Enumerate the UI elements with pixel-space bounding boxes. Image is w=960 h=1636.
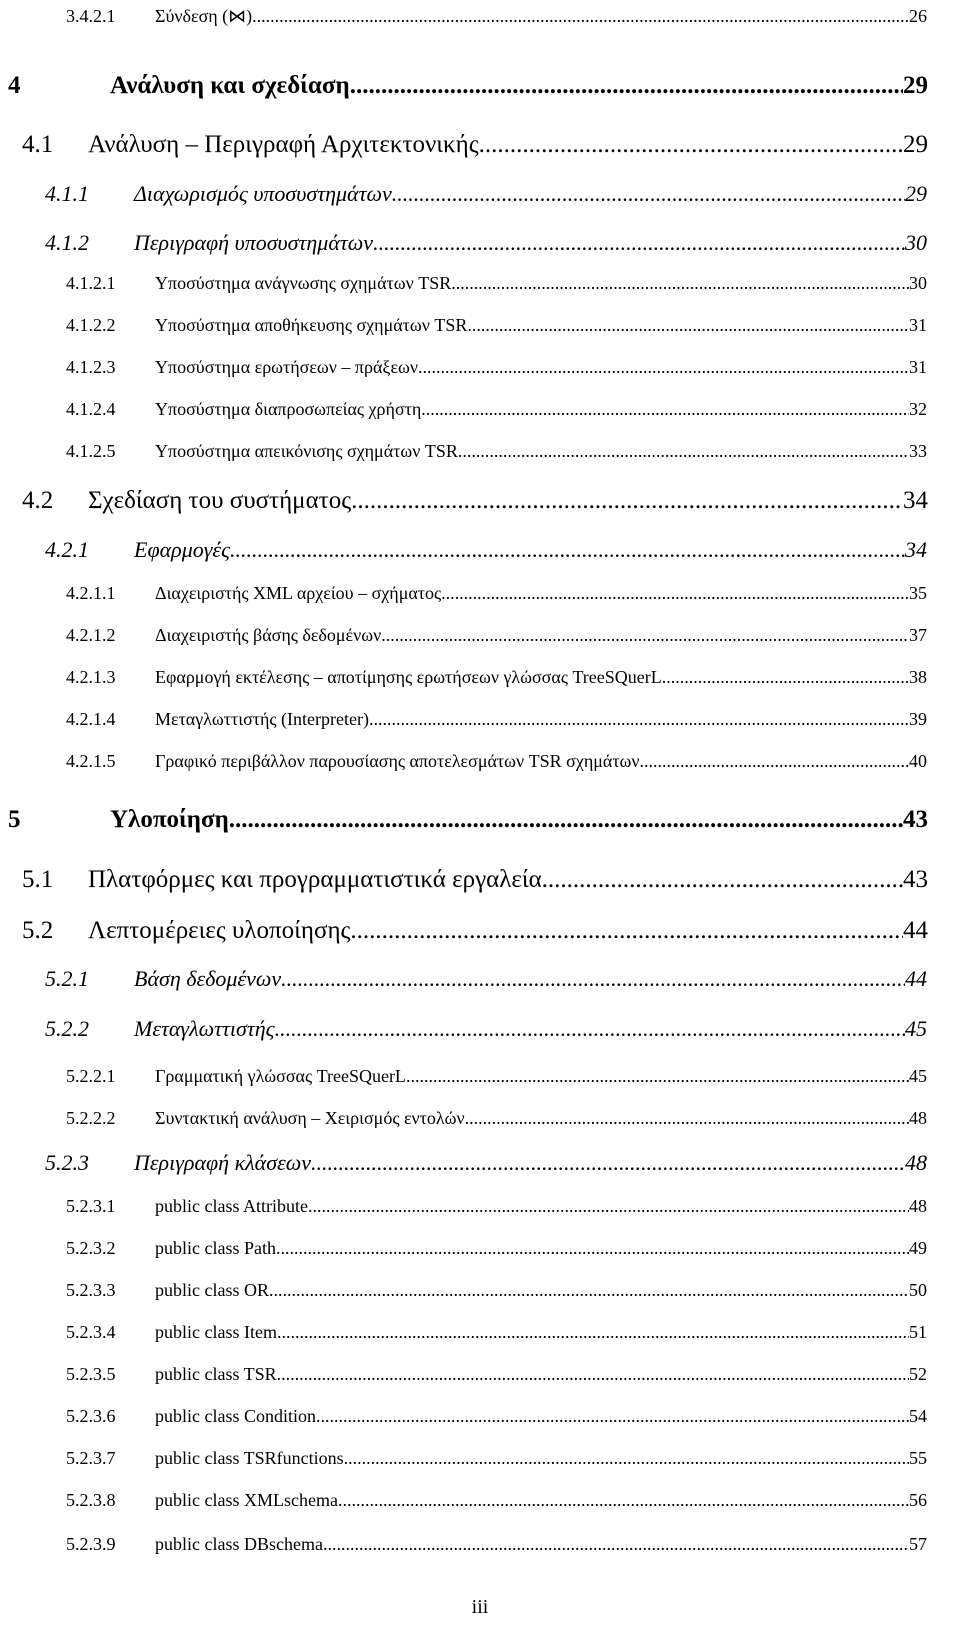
- toc-entry-title: Διαχωρισμός υποσυστημάτων: [134, 181, 392, 206]
- toc-entry-title: Υποσύστημα ερωτήσεων – πράξεων: [155, 357, 418, 377]
- toc-entry-number: 5.2.3.3: [66, 1280, 116, 1300]
- toc-entry-number: 4.1.2.2: [66, 315, 116, 335]
- dot-leader: [308, 1196, 909, 1217]
- dot-leader: [662, 667, 909, 688]
- dot-leader: [418, 357, 909, 378]
- toc-entry[interactable]: [0, 1364, 960, 1385]
- toc-entry-page: 29: [903, 131, 928, 158]
- toc-entry-page: 34: [905, 537, 927, 562]
- toc-entry-number: 4.2: [22, 487, 54, 514]
- toc-entry-page: 32: [909, 399, 927, 419]
- toc-entry-title: public class Condition: [155, 1406, 316, 1426]
- dot-leader: [269, 1280, 909, 1301]
- toc-entry-page: 44: [905, 966, 927, 991]
- toc-entry-title: Περιγραφή κλάσεων: [134, 1150, 312, 1175]
- dot-leader: [542, 866, 903, 894]
- toc-entry-page: 45: [905, 1016, 927, 1041]
- dot-leader: [350, 72, 903, 100]
- toc-entry-page: 43: [903, 866, 928, 893]
- toc-entry-number: 5: [8, 806, 21, 833]
- dot-leader: [230, 537, 905, 563]
- toc-entry-page: 29: [903, 72, 928, 99]
- toc-entry-title: Υποσύστημα διαπροσωπείας χρήστη: [155, 399, 422, 419]
- toc-entry[interactable]: [0, 1490, 960, 1511]
- toc-entry[interactable]: [0, 1108, 960, 1129]
- toc-entry[interactable]: [0, 6, 960, 27]
- toc-entry-number: 5.2.2: [45, 1016, 89, 1041]
- dot-leader: [392, 181, 905, 207]
- toc-entry[interactable]: [0, 1280, 960, 1301]
- toc-entry-number: 5.2.3.4: [66, 1322, 116, 1342]
- toc-entry-number: 4.1.2.3: [66, 357, 116, 377]
- toc-entry[interactable]: [0, 1322, 960, 1343]
- toc-entry-number: 5.2.3: [45, 1150, 89, 1175]
- toc-entry-title: Διαχειριστής XML αρχείου – σχήματος: [155, 583, 442, 603]
- toc-entry-page: 56: [909, 1490, 927, 1510]
- dot-leader: [229, 806, 903, 834]
- dot-leader: [316, 1406, 909, 1427]
- toc-entry-page: 45: [909, 1066, 927, 1086]
- dot-leader: [406, 1066, 909, 1087]
- toc-entry-title: Διαχειριστής βάσης δεδομένων: [155, 625, 382, 645]
- toc-entry-page: 30: [909, 273, 927, 293]
- toc-entry[interactable]: [0, 751, 960, 772]
- dot-leader: [458, 441, 909, 462]
- toc-entry-number: 5.2.3.2: [66, 1238, 116, 1258]
- toc-entry-number: 4.2.1.4: [66, 709, 116, 729]
- dot-leader: [311, 1150, 905, 1176]
- toc-entry-title: public class TSR: [155, 1364, 277, 1384]
- toc-entry[interactable]: [0, 625, 960, 646]
- toc-entry[interactable]: [0, 1196, 960, 1217]
- toc-entry[interactable]: [0, 667, 960, 688]
- toc-entry-title: public class Attribute: [155, 1196, 308, 1216]
- toc-entry-page: 33: [909, 441, 927, 461]
- toc-entry-title: Συντακτική ανάλυση – Χειρισμός εντολών: [155, 1108, 465, 1128]
- dot-leader: [351, 487, 903, 515]
- toc-entry-page: 48: [909, 1196, 927, 1216]
- dot-leader: [344, 1448, 909, 1469]
- toc-entry-number: 4.2.1: [45, 537, 89, 562]
- toc-entry-number: 4: [8, 72, 21, 99]
- toc-entry-title: Βάση δεδομένων: [134, 966, 282, 991]
- toc-entry[interactable]: [0, 709, 960, 730]
- toc-entry-page: 50: [909, 1280, 927, 1300]
- toc-entry[interactable]: [0, 72, 960, 100]
- toc-entry-page: 51: [909, 1322, 927, 1342]
- toc-entry-title: Μεταγλωττιστής: [134, 1016, 275, 1041]
- dot-leader: [479, 131, 903, 159]
- toc-entry-page: 31: [909, 315, 927, 335]
- dot-leader: [252, 6, 909, 27]
- toc-entry-number: 4.2.1.5: [66, 751, 116, 771]
- toc-entry-page: 29: [905, 181, 927, 206]
- toc-entry[interactable]: [0, 806, 960, 834]
- toc-entry-page: 48: [905, 1150, 927, 1175]
- toc-entry-title: Μεταγλωττιστής (Interpreter): [155, 709, 369, 729]
- toc-entry-title: Σχεδίαση του συστήματος: [88, 487, 352, 514]
- toc-entry-number: 4.1.1: [45, 181, 89, 206]
- toc-entry-page: 48: [909, 1108, 927, 1128]
- toc-entry[interactable]: [0, 230, 960, 256]
- toc-entry[interactable]: [0, 1448, 960, 1469]
- toc-entry[interactable]: [0, 131, 960, 159]
- dot-leader: [277, 1364, 909, 1385]
- dot-leader: [323, 1534, 909, 1555]
- toc-entry-title: Πλατφόρμες και προγραμματιστικά εργαλεία: [88, 866, 542, 893]
- toc-entry[interactable]: [0, 1016, 960, 1042]
- toc-entry-page: 54: [909, 1406, 927, 1426]
- dot-leader: [275, 1016, 905, 1042]
- toc-entry-page: 49: [909, 1238, 927, 1258]
- dot-leader: [640, 751, 909, 772]
- toc-entry[interactable]: [0, 1066, 960, 1087]
- toc-entry-number: 5.2.2.2: [66, 1108, 116, 1128]
- toc-entry-number: 5.2.3.1: [66, 1196, 116, 1216]
- toc-entry-number: 5.2.2.1: [66, 1066, 116, 1086]
- toc-entry-title: Εφαρμογή εκτέλεσης – αποτίμησης ερωτήσεων γλώσσας TreeSQuerL: [155, 667, 662, 687]
- toc-entry-title: Υποσύστημα ανάγνωσης σχημάτων TSR: [155, 273, 452, 293]
- dot-leader: [465, 1108, 909, 1129]
- toc-entry-number: 5.2.3.8: [66, 1490, 116, 1510]
- toc-entry[interactable]: [0, 357, 960, 378]
- page-number-footer: iii: [471, 1596, 489, 1618]
- toc-entry[interactable]: [0, 1406, 960, 1427]
- toc-entry-title: Λεπτομέρειες υλοποίησης: [88, 917, 351, 944]
- dot-leader: [338, 1490, 909, 1511]
- toc-entry-page: 40: [909, 751, 927, 771]
- toc-entry-title: public class Path: [155, 1238, 276, 1258]
- toc-entry-number: 5.2.3.5: [66, 1364, 116, 1384]
- toc-entry[interactable]: [0, 441, 960, 462]
- toc-entry-page: 31: [909, 357, 927, 377]
- toc-entry-number: 5.2.3.6: [66, 1406, 116, 1426]
- toc-entry-number: 5.2: [22, 917, 54, 944]
- toc-entry-title: public class OR: [155, 1280, 269, 1300]
- dot-leader: [350, 917, 903, 945]
- toc-entry-title: Υλοποίηση: [110, 806, 229, 833]
- toc-entry-page: 26: [909, 6, 927, 26]
- toc-entry-title: public class Item: [155, 1322, 277, 1342]
- toc-entry-title: Περιγραφή υποσυστημάτων: [134, 230, 374, 255]
- toc-entry-title: public class TSRfunctions: [155, 1448, 344, 1468]
- dot-leader: [421, 399, 909, 420]
- toc-entry-title: Υποσύστημα αποθήκευσης σχημάτων TSR: [155, 315, 468, 335]
- toc-entry-title: Σύνδεση (⋈): [155, 6, 253, 26]
- dot-leader: [277, 1322, 909, 1343]
- toc-entry-number: 4.2.1.2: [66, 625, 116, 645]
- dot-leader: [451, 273, 909, 294]
- toc-entry[interactable]: [0, 917, 960, 945]
- dot-leader: [467, 315, 909, 336]
- toc-entry-number: 3.4.2.1: [66, 6, 116, 26]
- toc-entry-page: 52: [909, 1364, 927, 1384]
- toc-entry-number: 5.1: [22, 866, 54, 893]
- toc-entry-title: Υποσύστημα απεικόνισης σχημάτων TSR: [155, 441, 458, 461]
- dot-leader: [276, 1238, 909, 1259]
- toc-entry-number: 4.1.2.1: [66, 273, 116, 293]
- toc-entry-number: 4.1.2.5: [66, 441, 116, 461]
- toc-entry-page: 37: [909, 625, 927, 645]
- toc-entry-number: 5.2.3.7: [66, 1448, 116, 1468]
- toc-entry[interactable]: [0, 1238, 960, 1259]
- toc-entry[interactable]: [0, 315, 960, 336]
- toc-entry-number: 4.1.2.4: [66, 399, 116, 419]
- toc-entry-title: Γραμματική γλώσσας TreeSQuerL: [155, 1066, 406, 1086]
- toc-entry[interactable]: [0, 966, 960, 992]
- toc-entry[interactable]: [0, 537, 960, 563]
- toc-entry[interactable]: [0, 583, 960, 604]
- toc-entry[interactable]: [0, 487, 960, 515]
- dot-leader: [373, 230, 905, 256]
- dot-leader: [441, 583, 909, 604]
- toc-entry[interactable]: [0, 399, 960, 420]
- toc-entry-number: 4.1.2: [45, 230, 89, 255]
- toc-entry-number: 5.2.3.9: [66, 1534, 116, 1554]
- toc-entry-title: Ανάλυση και σχεδίαση: [110, 72, 350, 99]
- toc-entry-title: Ανάλυση – Περιγραφή Αρχιτεκτονικής: [88, 131, 479, 158]
- dot-leader: [281, 966, 905, 992]
- toc-entry-page: 34: [903, 487, 928, 514]
- toc-entry[interactable]: [0, 866, 960, 894]
- toc-entry[interactable]: [0, 1534, 960, 1555]
- toc-entry[interactable]: [0, 273, 960, 294]
- toc-entry-page: 38: [909, 667, 927, 687]
- toc-entry-number: 4.1: [22, 131, 54, 158]
- toc-entry-page: 55: [909, 1448, 927, 1468]
- toc-entry-page: 43: [903, 806, 928, 833]
- dot-leader: [381, 625, 909, 646]
- toc-entry[interactable]: [0, 1150, 960, 1176]
- toc-entry-title: public class DBschema: [155, 1534, 323, 1554]
- toc-entry-page: 39: [909, 709, 927, 729]
- dot-leader: [369, 709, 909, 730]
- toc-entry-page: 57: [909, 1534, 927, 1554]
- toc-entry-number: 5.2.1: [45, 966, 89, 991]
- toc-entry-page: 44: [903, 917, 928, 944]
- toc-entry-title: Γραφικό περιβάλλον παρουσίασης αποτελεσμάτων TSR σχημάτων: [155, 751, 640, 771]
- toc-entry-title: Εφαρμογές: [134, 537, 231, 562]
- toc-entry-number: 4.2.1.1: [66, 583, 116, 603]
- toc-entry-page: 35: [909, 583, 927, 603]
- toc-entry[interactable]: [0, 181, 960, 207]
- toc-entry-number: 4.2.1.3: [66, 667, 116, 687]
- toc-entry-title: public class XMLschema: [155, 1490, 338, 1510]
- toc-entry-page: 30: [905, 230, 927, 255]
